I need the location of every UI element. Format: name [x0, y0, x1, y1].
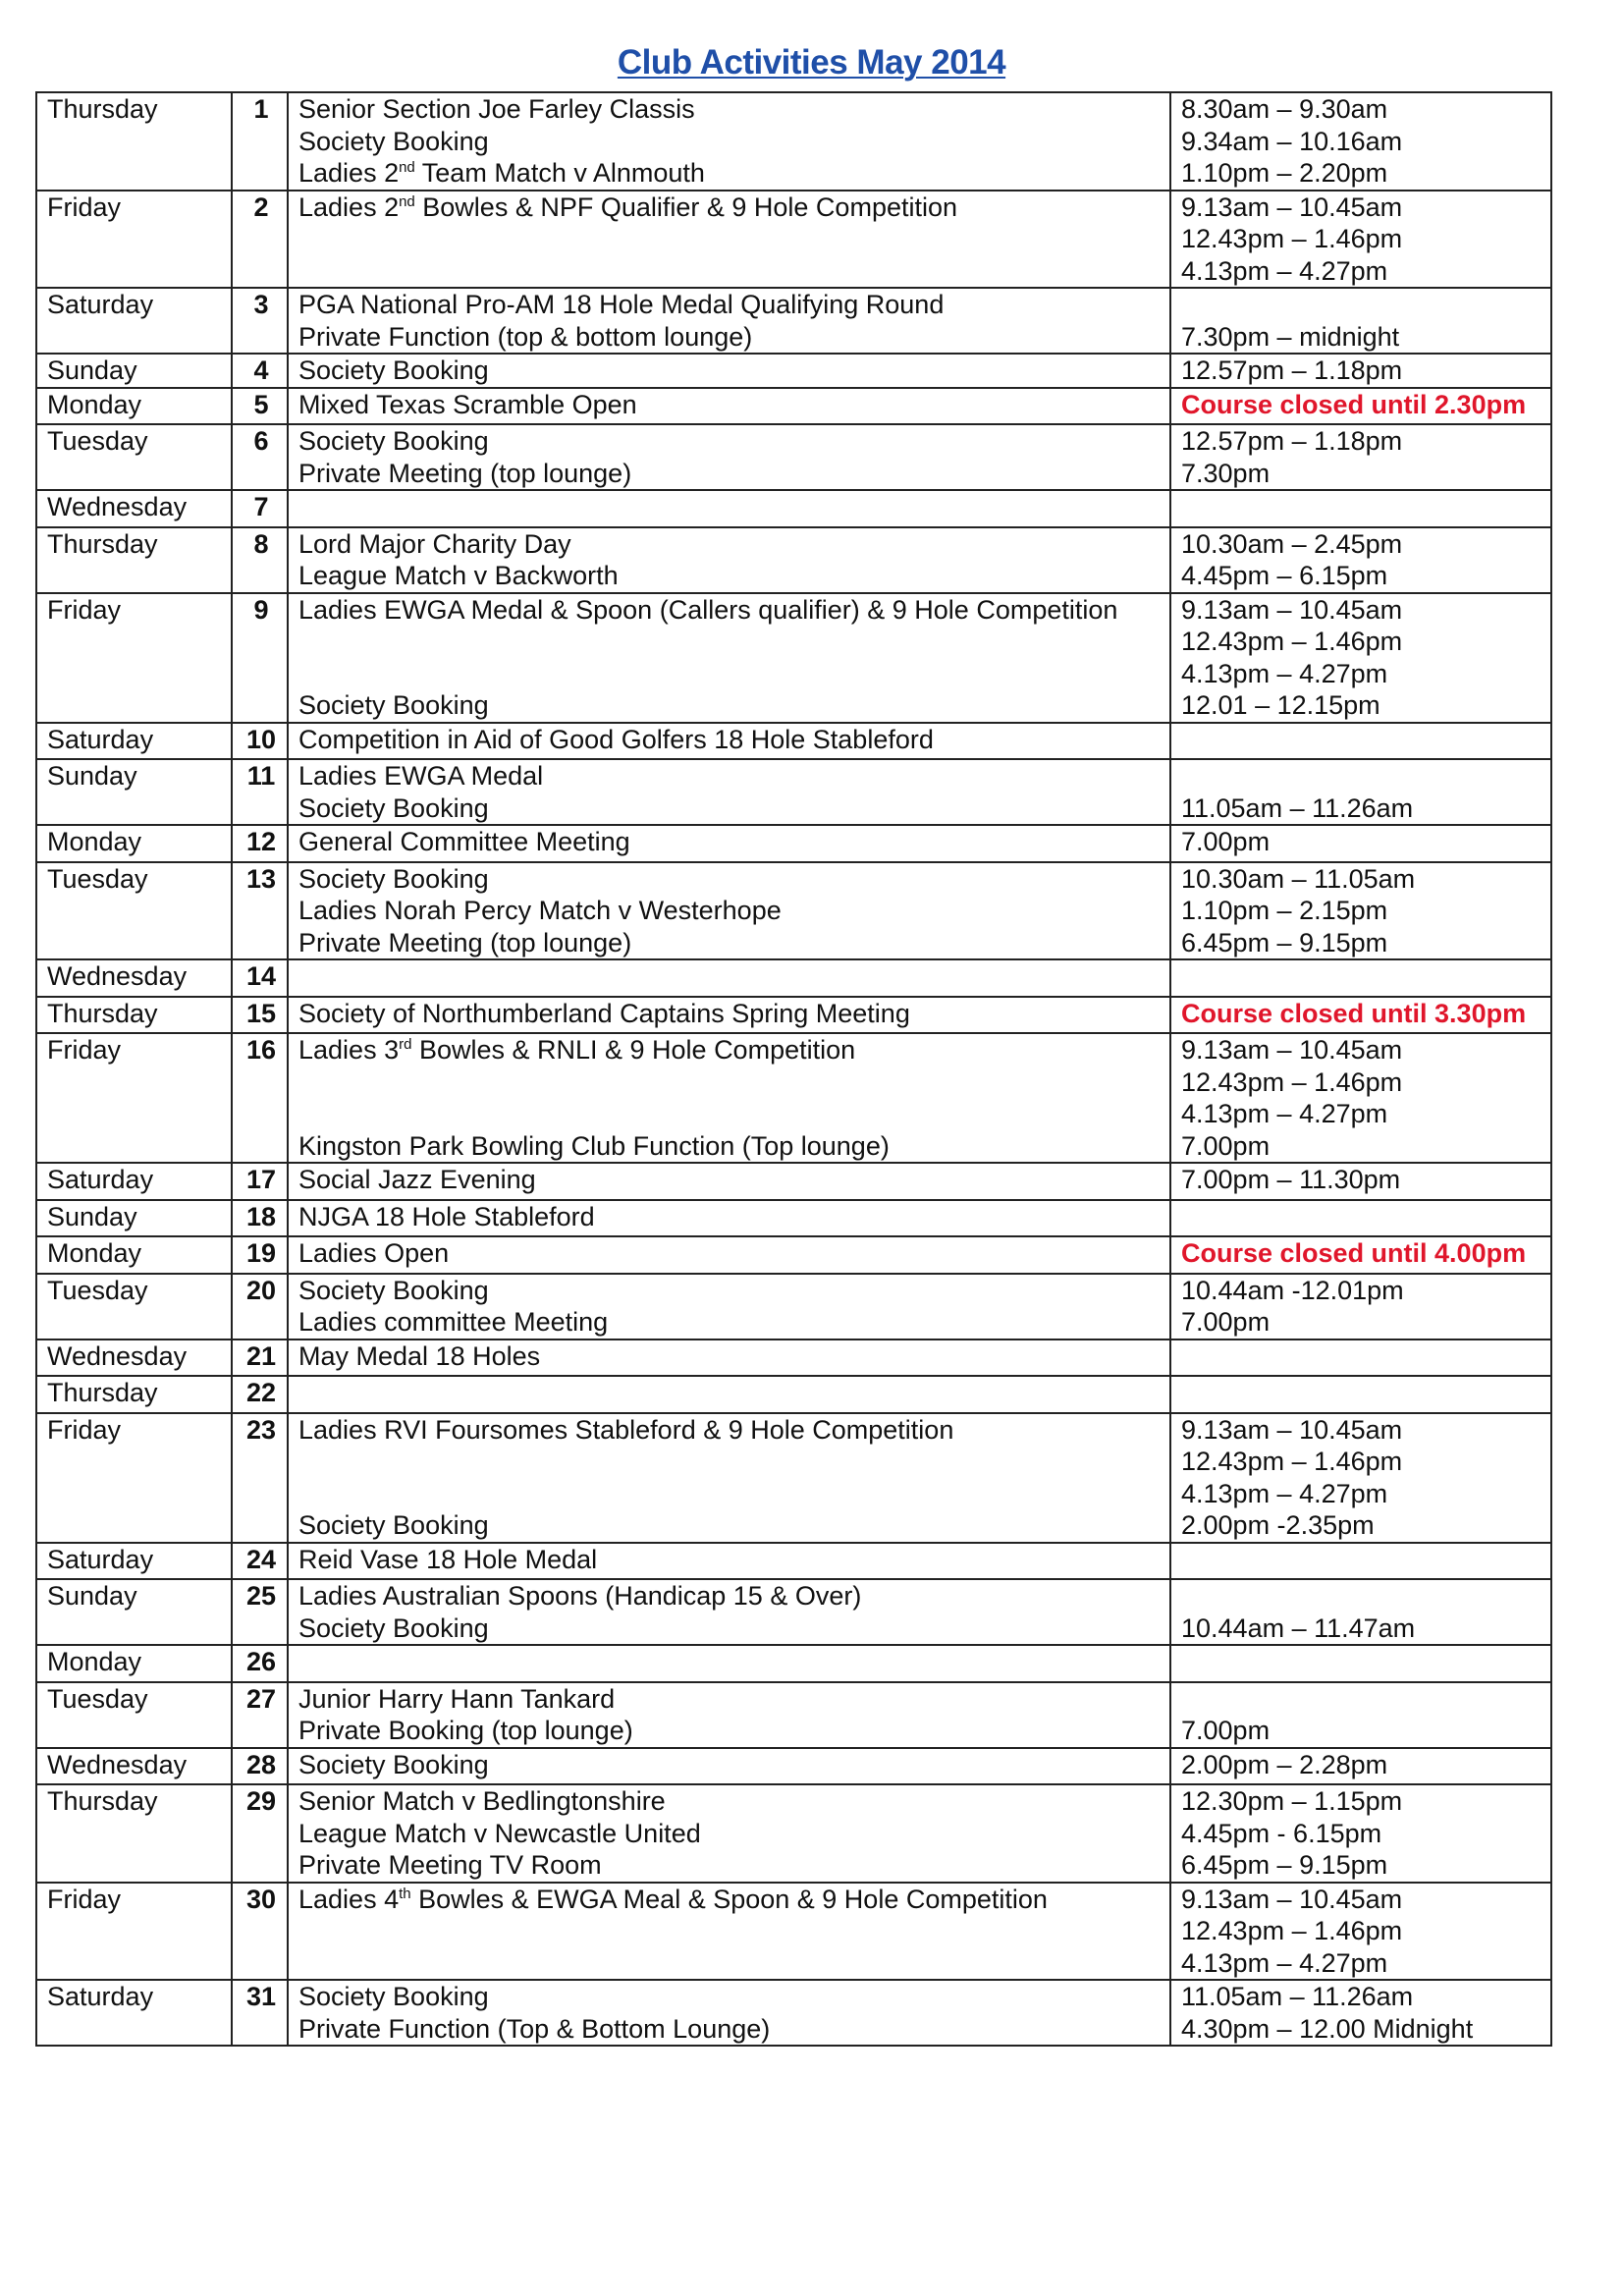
activity-line: Ladies Open [298, 1238, 450, 1268]
day-cell: Sunday [36, 1200, 232, 1237]
date-number-cell: 3 [232, 288, 288, 354]
activity-line [298, 960, 1163, 993]
activity-cell [288, 1980, 1170, 2046]
day-cell: Wednesday [36, 959, 232, 997]
activity-cell [288, 1784, 1170, 1883]
day-cell: Tuesday [36, 1274, 232, 1339]
table-row [36, 593, 1551, 723]
activity-line: Society Booking [298, 355, 489, 385]
time-line [1181, 1646, 1543, 1678]
time-line: 12.43pm – 1.46pm [1181, 1916, 1403, 1945]
time-cell [1170, 1883, 1551, 1981]
activity-cell [288, 288, 1170, 354]
time-cell [1170, 959, 1551, 997]
day-cell: Wednesday [36, 1339, 232, 1377]
time-line: 7.00pm [1181, 1716, 1271, 1745]
time-line [1181, 1201, 1543, 1233]
day-cell: Friday [36, 191, 232, 289]
table-row [36, 723, 1551, 760]
time-line: 11.05am – 11.26am [1181, 1982, 1414, 2011]
table-row [36, 1274, 1551, 1339]
activity-line [298, 1478, 1163, 1510]
activity-line: Junior Harry Hann Tankard [298, 1683, 616, 1714]
day-cell: Friday [36, 1033, 232, 1163]
table-row [36, 1980, 1551, 2046]
activity-cell [288, 527, 1170, 593]
activity-line: Competition in Aid of Good Golfers 18 Hole Stableford [298, 724, 934, 754]
time-line [1181, 1340, 1543, 1373]
activity-line: Society Booking [298, 1510, 489, 1540]
day-cell: Monday [36, 1645, 232, 1682]
time-line [1181, 960, 1543, 993]
time-cell [1170, 1376, 1551, 1413]
time-cell [1170, 1543, 1551, 1580]
date-number-cell: 1 [232, 92, 288, 191]
date-number-cell: 12 [232, 825, 288, 862]
time-cell [1170, 1339, 1551, 1377]
day-cell: Tuesday [36, 862, 232, 960]
table-row [36, 1645, 1551, 1682]
table-row [36, 1339, 1551, 1377]
time-line: 12.57pm – 1.18pm [1181, 355, 1403, 385]
time-line: 1.10pm – 2.15pm [1181, 896, 1388, 925]
date-number-cell: 10 [232, 723, 288, 760]
activity-line: Ladies RVI Foursomes Stableford & 9 Hole Competition [298, 1414, 954, 1445]
time-line: 7.30pm [1181, 458, 1271, 488]
time-line [1181, 1544, 1543, 1576]
activity-cell [288, 593, 1170, 723]
time-line: 9.34am – 10.16am [1181, 126, 1403, 156]
activity-cell [288, 1376, 1170, 1413]
table-row [36, 1784, 1551, 1883]
table-row [36, 1033, 1551, 1163]
time-line: 10.44am – 11.47am [1181, 1613, 1416, 1643]
table-row [36, 1682, 1551, 1748]
activity-cell [288, 1682, 1170, 1748]
table-row [36, 1413, 1551, 1543]
table-row [36, 1200, 1551, 1237]
activity-line: Ladies Norah Percy Match v Westerhope [298, 896, 782, 925]
activity-line: Society Booking [298, 793, 489, 823]
day-cell: Thursday [36, 1376, 232, 1413]
activity-line [298, 255, 1163, 288]
activity-line [298, 1098, 1163, 1130]
time-cell [1170, 354, 1551, 388]
activity-line: General Committee Meeting [298, 827, 630, 856]
activity-line: Ladies Australian Spoons (Handicap 15 & Over) [298, 1581, 862, 1611]
day-cell: Saturday [36, 1163, 232, 1200]
activity-line [298, 1947, 1163, 1980]
activity-cell [288, 1163, 1170, 1200]
time-line: 7.00pm [1181, 827, 1271, 856]
date-number-cell: 30 [232, 1883, 288, 1981]
table-row [36, 1543, 1551, 1580]
time-cell [1170, 759, 1551, 825]
activity-line: Private Meeting (top lounge) [298, 458, 632, 488]
page-title-text: Club Activities May 2014 [617, 43, 1006, 82]
time-line: 4.13pm – 4.27pm [1181, 1099, 1388, 1128]
time-line: 1.10pm – 2.20pm [1181, 158, 1388, 188]
day-cell: Monday [36, 388, 232, 425]
date-number-cell: 7 [232, 490, 288, 527]
activity-line [298, 491, 1163, 523]
time-line: 4.45pm – 6.15pm [1181, 561, 1388, 590]
activity-cell [288, 1883, 1170, 1981]
time-cell [1170, 1784, 1551, 1883]
day-cell: Monday [36, 825, 232, 862]
day-cell: Friday [36, 1883, 232, 1981]
day-cell: Sunday [36, 354, 232, 388]
ordinal-suffix: rd [399, 1036, 412, 1053]
activity-cell [288, 1339, 1170, 1377]
date-number-cell: 11 [232, 759, 288, 825]
date-number-cell: 22 [232, 1376, 288, 1413]
activity-line: Private Function (top & bottom lounge) [298, 321, 753, 352]
activity-line [298, 658, 1163, 690]
activity-line: Society Booking [298, 1749, 489, 1779]
activity-cell [288, 354, 1170, 388]
activity-line: NJGA 18 Hole Stableford [298, 1201, 595, 1231]
activity-line [298, 1915, 1163, 1947]
time-cell [1170, 1748, 1551, 1785]
day-cell: Friday [36, 593, 232, 723]
time-cell [1170, 424, 1551, 490]
date-number-cell: 17 [232, 1163, 288, 1200]
date-number-cell: 2 [232, 191, 288, 289]
day-cell: Wednesday [36, 490, 232, 527]
time-line [1181, 1683, 1543, 1716]
table-row [36, 527, 1551, 593]
activity-cell [288, 1543, 1170, 1580]
activity-line [298, 223, 1163, 255]
table-row [36, 1748, 1551, 1785]
table-row [36, 997, 1551, 1034]
activity-cell [288, 1579, 1170, 1645]
time-line: 9.13am – 10.45am [1181, 1035, 1403, 1065]
activity-cell [288, 759, 1170, 825]
table-row [36, 191, 1551, 289]
activity-line: Reid Vase 18 Hole Medal [298, 1544, 598, 1574]
time-cell [1170, 191, 1551, 289]
day-cell: Thursday [36, 997, 232, 1034]
table-row [36, 959, 1551, 997]
time-line: 9.13am – 10.45am [1181, 1884, 1403, 1914]
time-cell [1170, 825, 1551, 862]
time-line: 7.00pm – 11.30pm [1181, 1165, 1401, 1194]
time-line: 9.13am – 10.45am [1181, 594, 1403, 625]
date-number-cell: 9 [232, 593, 288, 723]
activity-line: Ladies EWGA Medal [298, 761, 544, 791]
activity-line: League Match v Newcastle United [298, 1818, 701, 1848]
time-line: 12.43pm – 1.46pm [1181, 224, 1403, 253]
activity-line: Mixed Texas Scramble Open [298, 389, 637, 419]
activity-cell [288, 723, 1170, 760]
table-row [36, 92, 1551, 191]
time-cell [1170, 862, 1551, 960]
time-line: 7.00pm [1181, 1130, 1271, 1161]
activity-line: Ladies committee Meeting [298, 1307, 609, 1337]
table-row [36, 825, 1551, 862]
date-number-cell: 4 [232, 354, 288, 388]
time-line: 4.13pm – 4.27pm [1181, 658, 1388, 688]
activity-cell [288, 997, 1170, 1034]
date-number-cell: 31 [232, 1980, 288, 2046]
time-cell [1170, 288, 1551, 354]
time-line: 12.57pm – 1.18pm [1181, 426, 1403, 456]
activity-cell [288, 1274, 1170, 1339]
activity-line: Society Booking [298, 1982, 489, 2011]
activity-line: Senior Match v Bedlingtonshire [298, 1786, 666, 1816]
activity-cell [288, 424, 1170, 490]
activity-line [298, 1066, 1163, 1099]
table-row [36, 1579, 1551, 1645]
time-line: 9.13am – 10.45am [1181, 191, 1403, 222]
time-cell [1170, 1645, 1551, 1682]
time-cell [1170, 1579, 1551, 1645]
activity-line: Social Jazz Evening [298, 1165, 536, 1194]
activity-cell [288, 825, 1170, 862]
time-line: 8.30am – 9.30am [1181, 94, 1388, 124]
time-cell [1170, 1200, 1551, 1237]
time-cell [1170, 1413, 1551, 1543]
activities-table-body [36, 92, 1551, 2046]
table-row [36, 424, 1551, 490]
day-cell: Saturday [36, 288, 232, 354]
activity-cell [288, 862, 1170, 960]
activity-cell [288, 388, 1170, 425]
time-line: 4.13pm – 4.27pm [1181, 255, 1388, 286]
time-line: 6.45pm – 9.15pm [1181, 927, 1388, 957]
activity-line: Ladies 4th Bowles & EWGA Meal & Spoon & 9 Hole Competition [298, 1884, 1048, 1914]
time-line: 12.01 – 12.15pm [1181, 690, 1380, 720]
date-number-cell: 21 [232, 1339, 288, 1377]
activity-line: May Medal 18 Holes [298, 1340, 541, 1371]
day-cell: Saturday [36, 723, 232, 760]
time-cell [1170, 92, 1551, 191]
table-row [36, 862, 1551, 960]
activity-cell [288, 92, 1170, 191]
time-cell [1170, 593, 1551, 723]
time-line: 6.45pm – 9.15pm [1181, 1850, 1388, 1880]
date-number-cell: 28 [232, 1748, 288, 1785]
time-line: 12.43pm – 1.46pm [1181, 1066, 1403, 1097]
time-cell [1170, 1236, 1551, 1274]
time-cell [1170, 388, 1551, 425]
activity-line [298, 1377, 1163, 1409]
activity-cell [288, 490, 1170, 527]
time-line: 9.13am – 10.45am [1181, 1414, 1403, 1445]
course-closed-notice: Course closed until 3.30pm [1181, 998, 1527, 1028]
time-line [1181, 491, 1543, 523]
table-row [36, 388, 1551, 425]
time-cell [1170, 1163, 1551, 1200]
day-cell: Monday [36, 1236, 232, 1274]
date-number-cell: 6 [232, 424, 288, 490]
time-line: 10.30am – 11.05am [1181, 863, 1416, 894]
activity-line: Ladies 2nd Team Match v Alnmouth [298, 158, 705, 188]
date-number-cell: 8 [232, 527, 288, 593]
day-cell: Sunday [36, 1579, 232, 1645]
activity-line: Society Booking [298, 863, 489, 894]
time-cell [1170, 1033, 1551, 1163]
date-number-cell: 14 [232, 959, 288, 997]
activity-line: Society Booking [298, 1613, 489, 1643]
page-title [0, 43, 1623, 82]
activity-line [298, 1646, 1163, 1678]
table-row [36, 759, 1551, 825]
time-cell [1170, 1980, 1551, 2046]
ordinal-suffix: th [399, 1885, 411, 1902]
time-line: 10.30am – 2.45pm [1181, 528, 1403, 559]
activity-cell [288, 1413, 1170, 1543]
time-line: 2.00pm – 2.28pm [1181, 1749, 1388, 1779]
activity-line: Society Booking [298, 426, 489, 456]
ordinal-suffix: nd [399, 159, 415, 176]
table-row [36, 490, 1551, 527]
time-line: 12.43pm – 1.46pm [1181, 627, 1403, 656]
time-line: 7.00pm [1181, 1307, 1271, 1337]
table-row [36, 1163, 1551, 1200]
date-number-cell: 25 [232, 1579, 288, 1645]
activity-line: Private Booking (top lounge) [298, 1716, 633, 1745]
table-row [36, 1236, 1551, 1274]
activity-line: Ladies EWGA Medal & Spoon (Callers qualifier) & 9 Hole Competition [298, 594, 1118, 625]
activity-line: Ladies 2nd Bowles & NPF Qualifier & 9 Hole Competition [298, 191, 958, 222]
activity-line: Society Booking [298, 1275, 489, 1305]
activity-line [298, 1446, 1163, 1478]
activity-cell [288, 1748, 1170, 1785]
day-cell: Thursday [36, 1784, 232, 1883]
time-line: 12.30pm – 1.15pm [1181, 1786, 1403, 1816]
day-cell: Tuesday [36, 424, 232, 490]
table-row [36, 1883, 1551, 1981]
activity-line: Senior Section Joe Farley Classis [298, 94, 695, 124]
date-number-cell: 23 [232, 1413, 288, 1543]
day-cell: Wednesday [36, 1748, 232, 1785]
time-cell [1170, 1682, 1551, 1748]
time-line [1181, 289, 1543, 321]
time-line: 2.00pm -2.35pm [1181, 1510, 1375, 1540]
time-line: 4.13pm – 4.27pm [1181, 1478, 1388, 1508]
date-number-cell: 19 [232, 1236, 288, 1274]
date-number-cell: 29 [232, 1784, 288, 1883]
activity-line [298, 626, 1163, 658]
time-line [1181, 724, 1543, 756]
activity-cell [288, 1200, 1170, 1237]
time-line [1181, 760, 1543, 793]
activity-line: Lord Major Charity Day [298, 528, 571, 559]
date-number-cell: 13 [232, 862, 288, 960]
time-line: 12.43pm – 1.46pm [1181, 1447, 1403, 1476]
activity-line: PGA National Pro-AM 18 Hole Medal Qualifying Round [298, 290, 945, 319]
time-line [1181, 1580, 1543, 1613]
table-row [36, 1376, 1551, 1413]
ordinal-suffix: nd [399, 192, 415, 210]
time-cell [1170, 997, 1551, 1034]
activities-table [35, 91, 1552, 2047]
day-cell: Saturday [36, 1980, 232, 2046]
date-number-cell: 15 [232, 997, 288, 1034]
time-line: 7.30pm – midnight [1181, 321, 1400, 352]
activity-cell [288, 959, 1170, 997]
activity-line: Society Booking [298, 690, 489, 720]
activity-cell [288, 1236, 1170, 1274]
time-line: 11.05am – 11.26am [1181, 793, 1414, 823]
time-cell [1170, 527, 1551, 593]
time-line: 10.44am -12.01pm [1181, 1275, 1404, 1305]
activity-line: Private Function (Top & Bottom Lounge) [298, 2013, 771, 2044]
activity-cell [288, 1033, 1170, 1163]
table-row [36, 354, 1551, 388]
activity-line: Society of Northumberland Captains Spring Meeting [298, 998, 910, 1028]
time-line: 4.13pm – 4.27pm [1181, 1947, 1388, 1978]
activity-line: Ladies 3rd Bowles & RNLI & 9 Hole Competition [298, 1035, 856, 1065]
day-cell: Sunday [36, 759, 232, 825]
date-number-cell: 5 [232, 388, 288, 425]
date-number-cell: 27 [232, 1682, 288, 1748]
day-cell: Thursday [36, 527, 232, 593]
activity-line: Society Booking [298, 126, 489, 156]
course-closed-notice: Course closed until 2.30pm [1181, 389, 1527, 419]
activity-line: Private Meeting (top lounge) [298, 927, 632, 957]
activity-line: Kingston Park Bowling Club Function (Top lounge) [298, 1130, 890, 1161]
time-cell [1170, 490, 1551, 527]
time-line: 4.30pm – 12.00 Midnight [1181, 2013, 1474, 2044]
activity-cell [288, 191, 1170, 289]
time-line [1181, 1377, 1543, 1409]
day-cell: Saturday [36, 1543, 232, 1580]
table-row [36, 288, 1551, 354]
date-number-cell: 16 [232, 1033, 288, 1163]
activity-line: Private Meeting TV Room [298, 1850, 602, 1880]
day-cell: Friday [36, 1413, 232, 1543]
date-number-cell: 18 [232, 1200, 288, 1237]
date-number-cell: 26 [232, 1645, 288, 1682]
date-number-cell: 20 [232, 1274, 288, 1339]
day-cell: Thursday [36, 92, 232, 191]
time-line: 4.45pm - 6.15pm [1181, 1818, 1382, 1848]
activity-line: League Match v Backworth [298, 561, 619, 590]
activity-cell [288, 1645, 1170, 1682]
time-cell [1170, 723, 1551, 760]
course-closed-notice: Course closed until 4.00pm [1181, 1238, 1527, 1268]
date-number-cell: 24 [232, 1543, 288, 1580]
time-cell [1170, 1274, 1551, 1339]
day-cell: Tuesday [36, 1682, 232, 1748]
